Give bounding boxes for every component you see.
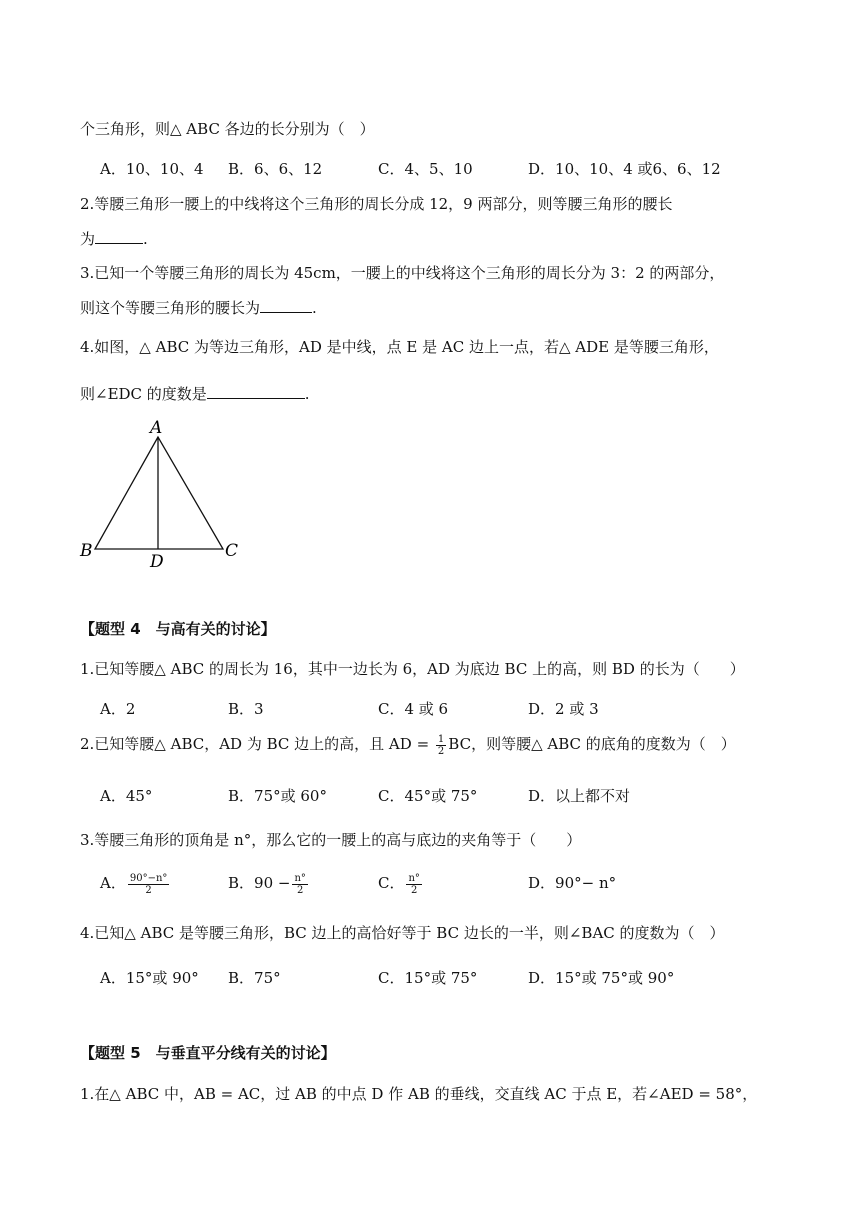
option-b: B．75°或 60°: [228, 787, 327, 805]
s4-question-1-text: 1.已知等腰△ ABC 的周长为 16，其中一边长为 6，AD 为底边 BC 上的高，则 BD 的长为（ ）: [80, 660, 745, 678]
s4-question-4-text: 4.已知△ ABC 是等腰三角形，BC 边上的高恰好等于 BC 边长的一半，则∠BAC 的度数为（ ）: [80, 924, 725, 942]
label-b: B: [80, 541, 93, 561]
option-b: B．6、6、12: [228, 160, 323, 178]
triangle-abc: [95, 437, 223, 549]
option-c: C．45°或 75°: [378, 787, 478, 805]
fraction: [128, 873, 170, 896]
question-2-line2: [80, 228, 148, 249]
option-d: D．10、10、4 或6、6、12: [528, 160, 721, 178]
answer-blank[interactable]: [260, 298, 312, 313]
fraction-numerator: n°: [294, 872, 306, 884]
question-3-suffix: .: [312, 299, 317, 317]
fraction-denominator: 2: [296, 884, 304, 896]
option-d: D．15°或 75°或 90°: [528, 969, 675, 987]
fraction-denominator: 2: [411, 884, 418, 896]
option-a: A．2: [100, 700, 136, 718]
s4-question-3-text: 3.等腰三角形的顶角是 n°，那么它的一腰上的高与底边的夹角等于（ ）: [80, 831, 582, 849]
section-title: 【题型 4 与高有关的讨论】: [80, 620, 276, 638]
label-d: D: [150, 552, 164, 572]
option-c: C．4、5、10: [378, 160, 473, 178]
option-d: D．90°− n°: [528, 874, 617, 892]
option-d: D．以上都不对: [528, 787, 631, 805]
option-c: C．4 或 6: [378, 700, 449, 718]
question-2-text: 2.等腰三角形一腰上的中线将这个三角形的周长分成 12，9 两部分，则等腰三角形的腰长: [80, 195, 673, 213]
question-3-prefix: 则这个等腰三角形的腰长为: [80, 299, 261, 317]
option-c: [378, 872, 424, 896]
question-4-text: 4.如图，△ ABC 为等边三角形，AD 是中线，点 E 是 AC 边上一点，若△ ADE 是等腰三角形，: [80, 338, 719, 356]
option-c: C．15°或 75°: [378, 969, 478, 987]
option-a: A．15°或 90°: [100, 969, 199, 987]
fraction: [406, 873, 421, 896]
answer-blank[interactable]: [95, 229, 143, 244]
fraction-numerator: 1: [437, 733, 445, 745]
option-a: A．10、10、4: [100, 160, 204, 178]
option-b-label: B．90 −: [228, 874, 291, 892]
question-4-line2: [80, 383, 310, 404]
option-a: [100, 872, 171, 896]
question-2-prefix: 为: [80, 230, 96, 248]
s4-q2-prefix: 2.已知等腰△ ABC，AD 为 BC 边上的高，且 AD =: [80, 735, 430, 753]
option-b: B．75°: [228, 969, 281, 987]
fraction: [292, 873, 307, 896]
question-text: 个三角形，则△ ABC 各边的长分别为（ ）: [80, 120, 375, 138]
question-3-text: 3.已知一个等腰三角形的周长为 45cm，一腰上的中线将这个三角形的周长分为 3：2 的两部分，: [80, 264, 725, 282]
question-2-suffix: .: [143, 230, 148, 248]
option-a-label: A．: [100, 874, 126, 892]
fraction: [436, 734, 446, 757]
option-a: A．45°: [100, 787, 153, 805]
option-b: B．3: [228, 700, 264, 718]
option-b: [228, 872, 310, 896]
s5-question-1-text: 1.在△ ABC 中，AB = AC，过 AB 的中点 D 作 AB 的垂线，交直线 AC 于点 E，若∠AED = 58°，: [80, 1085, 758, 1103]
option-d: D．2 或 3: [528, 700, 599, 718]
label-a: A: [150, 418, 163, 438]
triangle-figure: [70, 415, 270, 575]
question-3-line2: [80, 297, 317, 318]
fraction-denominator: 2: [437, 745, 445, 757]
fraction-denominator: 2: [145, 884, 152, 896]
fraction-numerator: 90°−n°: [129, 872, 168, 884]
section-title: 【题型 5 与垂直平分线有关的讨论】: [80, 1044, 336, 1062]
s4-question-2-text: [80, 733, 736, 757]
fraction-numerator: n°: [408, 872, 420, 884]
question-4-suffix: .: [304, 385, 310, 403]
s4-q2-suffix: BC，则等腰△ ABC 的底角的度数为（ ）: [448, 735, 736, 753]
question-4-prefix: 则∠EDC 的度数是: [80, 385, 207, 403]
label-c: C: [225, 541, 239, 561]
answer-blank[interactable]: [207, 384, 305, 399]
option-c-label: C．: [378, 874, 405, 892]
